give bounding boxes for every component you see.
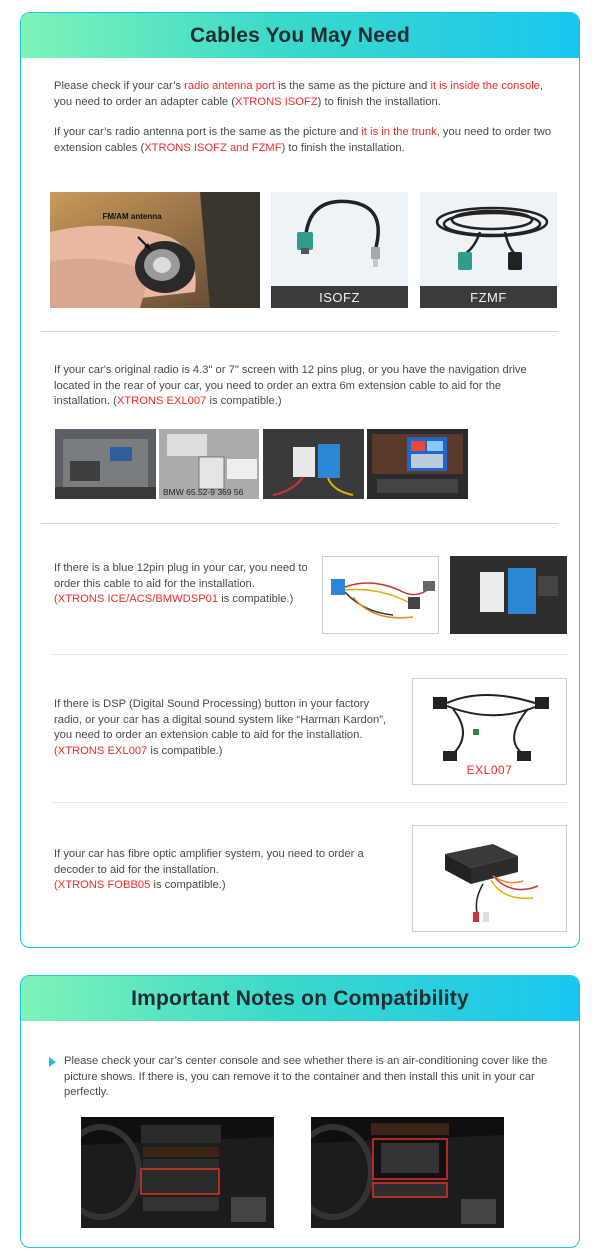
text-segment: If your car has fibre optic amplifier system, you need to order a decoder to aid for the installation. <box>54 848 364 876</box>
exl007-label: EXL007 <box>466 763 513 777</box>
text-segment: , you need to order two extension cables ( <box>54 126 552 154</box>
radio-back-illustration <box>55 429 156 499</box>
blue-plug-illustration <box>263 429 364 499</box>
console-with-cover-photo <box>81 1117 274 1228</box>
fibre-optic-paragraph <box>54 847 399 894</box>
highlight-isofz: XTRONS ISOFZ <box>235 95 318 108</box>
text-segment: is compatible.) <box>150 879 226 891</box>
divider <box>51 802 568 803</box>
highlight-fobb05: (XTRONS FOBB05 <box>54 879 151 891</box>
bullet-arrow-icon <box>49 1057 56 1067</box>
text-segment: ) to finish the installation. <box>317 95 441 108</box>
blue-plug-car-photo <box>450 556 567 634</box>
fzmf-caption: FZMF <box>420 286 557 308</box>
text-segment: Please check if your car’s <box>54 80 185 92</box>
highlight-inside-console: it is inside the console <box>430 80 540 92</box>
cables-header <box>21 13 579 58</box>
blue-plug-paragraph <box>54 561 319 608</box>
antenna-hand-illustration <box>50 192 260 308</box>
fzmf-cable-illustration <box>420 192 557 286</box>
antenna-port-photo <box>50 192 260 308</box>
text-segment: is the same as the picture and <box>274 80 431 92</box>
fobb05-decoder-illustration <box>413 826 567 932</box>
fzmf-cable-image <box>420 192 557 308</box>
text-segment: is compatible.) <box>206 395 282 407</box>
antenna-label: FM/AM antenna <box>102 212 162 221</box>
compatibility-note: Please check your car’s center console and see whether there is an air-conditioning cover like the picture shows. If there is, you can remove it to the container and then install this unit in your car perfectly. <box>64 1055 548 1098</box>
dash-screen-illustration <box>367 429 468 499</box>
cables-card <box>20 12 580 948</box>
text-segment: If your car's original radio is 4.3" or 7" screen with 12 pins plug, or you have the navigation drive located in the rear of your car, you need to order an extra 6m extension cable to aid for the installation. ( <box>54 364 527 407</box>
text-segment: If there is a blue 12pin plug in your car, you need to order this cable to aid for the installation. <box>54 562 308 590</box>
compatibility-header <box>21 976 579 1021</box>
highlight-antenna-port: radio antenna port <box>184 80 275 92</box>
text-segment: If your car’s radio antenna port is the same as the picture and <box>54 126 362 138</box>
cables-title: Cables You May Need <box>189 23 411 47</box>
exl007-cable-image <box>412 678 567 785</box>
highlight-isofz-fzmf: XTRONS ISOFZ and FZMF <box>144 141 282 154</box>
divider <box>41 331 558 332</box>
blue-plug-car-illustration <box>450 556 567 634</box>
radio-back-photo <box>55 429 156 499</box>
highlight-exl007-dsp: (XTRONS EXL007 <box>54 744 148 757</box>
bmw-part-label: BMW 65.52-9 369 56 <box>163 487 244 497</box>
compatibility-title: Important Notes on Compatibility <box>131 986 469 1010</box>
text-segment: , you need to order an adapter cable ( <box>54 80 544 108</box>
blue-plug-photo <box>263 429 364 499</box>
highlight-in-trunk: it is in the trunk <box>361 126 437 138</box>
extension-cable-paragraph <box>54 363 529 410</box>
isofz-caption: ISOFZ <box>271 286 408 308</box>
text-segment: is compatible.) <box>218 593 294 605</box>
text-segment: If there is DSP (Digital Sound Processing) button in your factory radio, or your car has a digital sound system like “Harman Kardon”, you need to order an extension cable to aid for the installation. <box>54 698 387 741</box>
isofz-cable-image <box>271 192 408 308</box>
console-installed-illustration <box>311 1117 504 1228</box>
highlight-exl007: XTRONS EXL007 <box>116 395 207 407</box>
dsp-paragraph <box>54 697 399 759</box>
text-segment: ) to finish the installation. <box>281 141 405 154</box>
fzmf-plug <box>458 252 472 270</box>
fobb05-decoder-image <box>412 825 567 932</box>
console-with-cover-illustration <box>81 1117 274 1228</box>
text-segment: is compatible.) <box>147 744 223 757</box>
divider <box>51 654 568 655</box>
dash-screen-photo <box>367 429 468 499</box>
bmwdsp01-cable-image <box>322 556 439 634</box>
antenna-console-paragraph <box>54 79 554 110</box>
divider <box>41 523 558 524</box>
console-installed-photo <box>311 1117 504 1228</box>
isofz-cable-illustration <box>271 192 408 286</box>
compatibility-card <box>20 975 580 1248</box>
antenna-trunk-paragraph <box>54 125 554 156</box>
plug-label-photo <box>159 429 259 499</box>
highlight-bmwdsp01: (XTRONS ICE/ACS/BMWDSP01 <box>54 593 219 605</box>
isofz-plug <box>297 232 313 250</box>
bmwdsp01-cable-illustration <box>323 557 439 634</box>
